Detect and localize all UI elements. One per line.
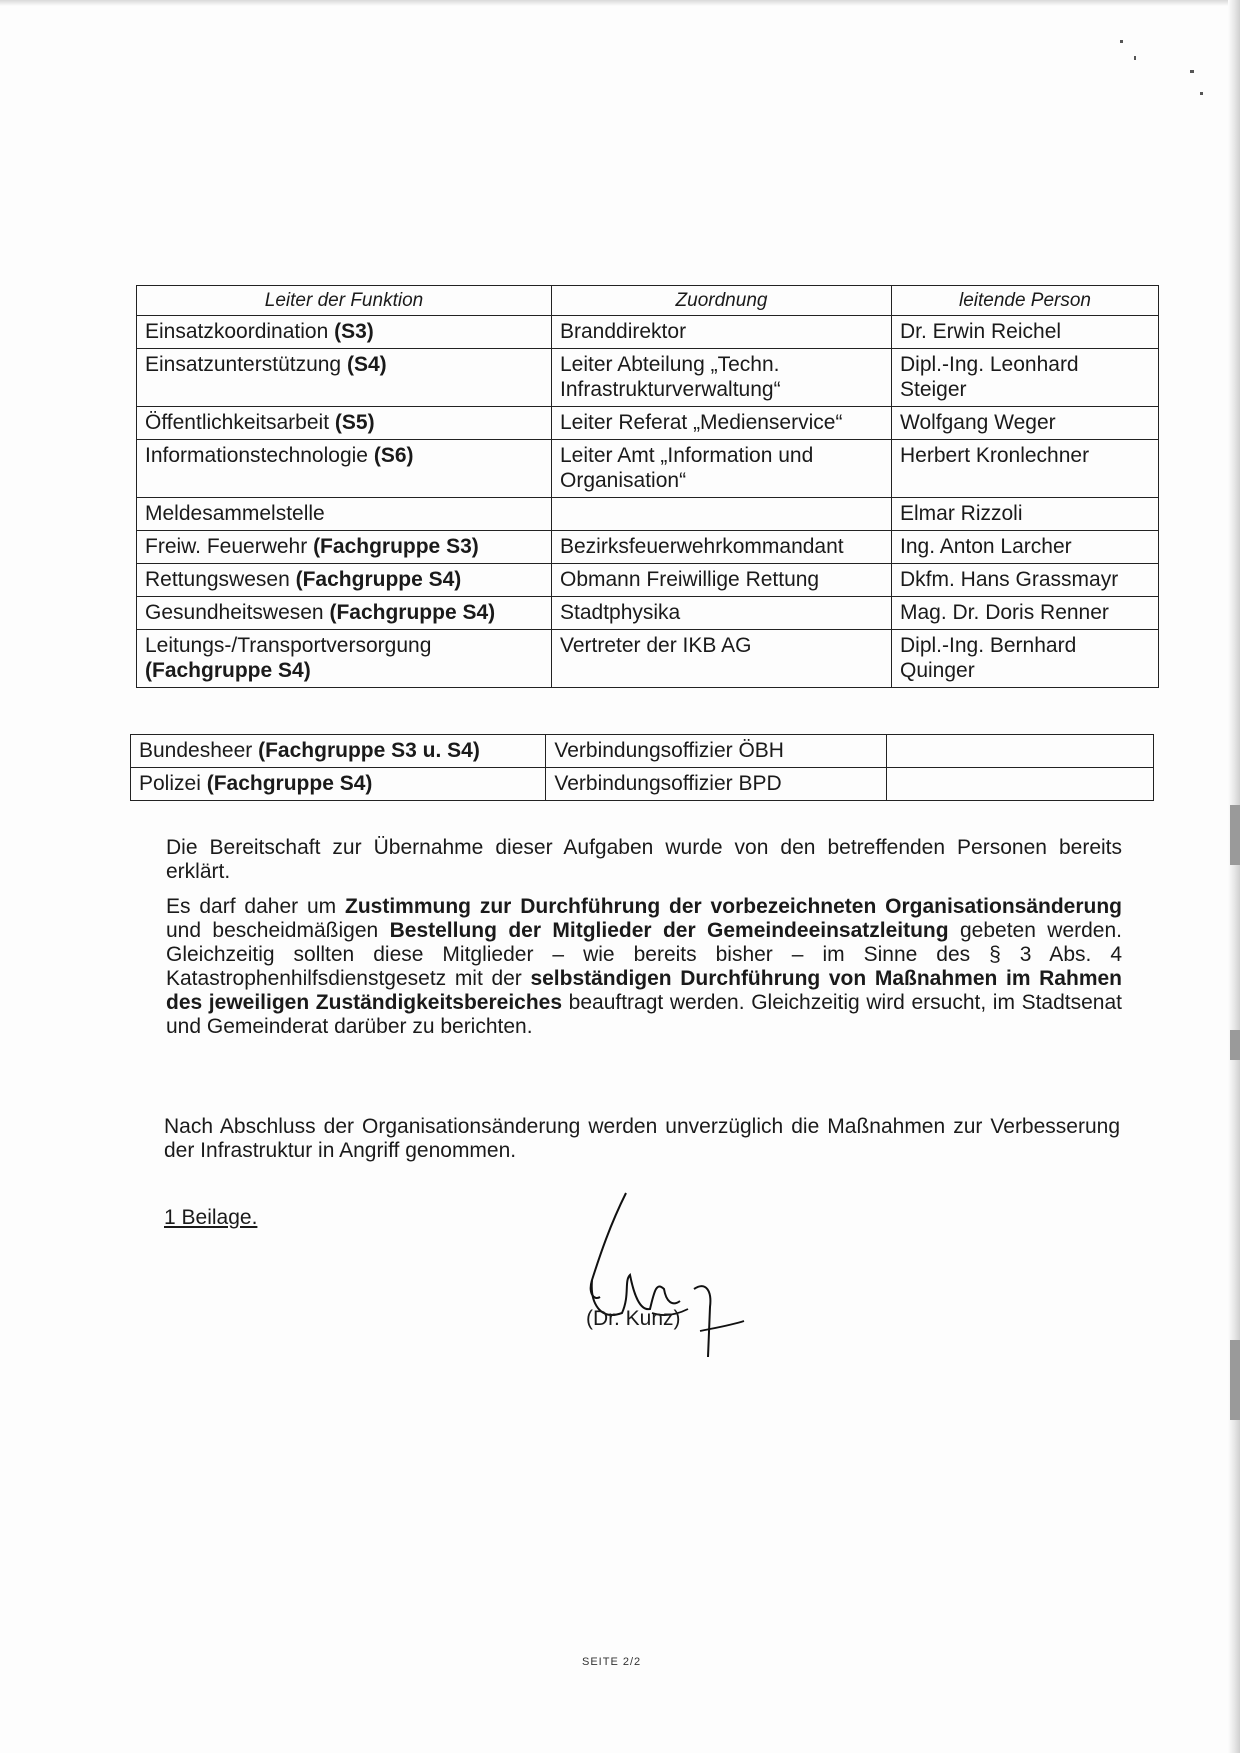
column-header: Zuordnung — [552, 286, 892, 316]
assignment-cell: Leiter Referat „Medienservice“ — [552, 407, 892, 440]
handwritten-signature — [560, 1185, 800, 1370]
table-row — [137, 349, 1159, 407]
assignment-cell — [552, 498, 892, 531]
function-cell — [131, 768, 546, 801]
person-cell — [886, 768, 1153, 801]
table-row — [137, 597, 1159, 630]
function-name: Rettungswesen — [145, 568, 290, 591]
function-group-tag: (S4) — [346, 353, 387, 376]
function-group-tag: (Fachgruppe S4) — [145, 659, 311, 682]
infrastructure-paragraph: Nach Abschluss der Organisationsänderung werden unverzüglich die Maßnahmen zur Verbesserung der Infrastruktur in Angriff genommen. — [164, 1115, 1120, 1162]
function-name: Meldesammelstelle — [145, 502, 325, 525]
request-emphasis: Bestellung der Mitglieder der Gemeindeeinsatzleitung — [389, 919, 949, 942]
person-cell: Mag. Dr. Doris Renner — [892, 597, 1159, 630]
function-group-tag: (S6) — [373, 444, 414, 467]
person-cell: Herbert Kronlechner — [892, 440, 1159, 498]
scan-right-edge — [1228, 0, 1240, 1753]
scan-speck — [1134, 56, 1136, 60]
request-text: gebeten werden. Gleichzeitig sollten diese Mitglieder – wie bereits bisher – im Sinne des § 3 Abs. 4 Katastrophenhilfsdienstgesetz mit der — [166, 919, 1122, 990]
request-text: Es darf daher um — [166, 895, 345, 918]
person-cell: Dipl.-Ing. Leonhard Steiger — [892, 349, 1159, 407]
assignment-cell: Bezirksfeuerwehrkommandant — [552, 531, 892, 564]
table-header-row — [137, 286, 1159, 316]
signer-name: (Dr. Kunz) — [586, 1307, 681, 1330]
function-cell — [137, 531, 552, 564]
function-cell — [137, 316, 552, 349]
liaison-officers-table — [130, 734, 1154, 801]
function-name: Bundesheer — [139, 739, 253, 762]
table-row — [137, 564, 1159, 597]
request-emphasis: Zustimmung zur Durchführung der vorbezeichneten Organisationsänderung — [345, 895, 1122, 918]
person-cell: Dr. Erwin Reichel — [892, 316, 1159, 349]
assignment-cell: Verbindungsoffizier BPD — [546, 768, 886, 801]
function-group-tag: (Fachgruppe S3 u. S4) — [258, 739, 480, 762]
person-cell: Dipl.-Ing. Bernhard Quinger — [892, 630, 1159, 688]
table-row — [137, 407, 1159, 440]
request-text: beauftragt werden. Gleichzeitig wird ersucht, im Stadtsenat und Gemeinderat darüber zu berichten. — [166, 991, 1122, 1038]
readiness-paragraph: Die Bereitschaft zur Übernahme dieser Aufgaben wurde von den betreffenden Personen bereits erklärt. — [166, 836, 1122, 883]
function-name: Einsatzkoordination — [145, 320, 329, 343]
attachment-note: 1 Beilage. — [164, 1206, 258, 1229]
function-name: Leitungs-/Transportversorgung — [145, 634, 432, 657]
person-cell — [886, 735, 1153, 768]
scan-edge-stripe — [1230, 1340, 1240, 1420]
scan-speck — [1190, 70, 1194, 73]
function-cell — [137, 597, 552, 630]
page-number: SEITE 2/2 — [582, 1656, 642, 1668]
column-header: Leiter der Funktion — [137, 286, 552, 316]
scan-edge-stripe — [1230, 1030, 1240, 1060]
function-cell — [137, 498, 552, 531]
assignment-cell: Verbindungsoffizier ÖBH — [546, 735, 886, 768]
function-group-tag: (Fachgruppe S4) — [329, 601, 496, 624]
assignment-cell: Obmann Freiwillige Rettung — [552, 564, 892, 597]
function-group-tag: (Fachgruppe S3) — [313, 535, 479, 558]
assignment-cell: Leiter Amt „Information und Organisation“ — [552, 440, 892, 498]
scan-edge-stripe — [1230, 805, 1240, 865]
table-row — [131, 735, 1154, 768]
table-row — [131, 768, 1154, 801]
functions-table — [136, 285, 1159, 688]
request-emphasis: selbständigen Durchführung von Maßnahmen im Rahmen des jeweiligen Zuständigkeitsbereiches — [166, 967, 1122, 1014]
person-cell: Elmar Rizzoli — [892, 498, 1159, 531]
request-paragraph — [166, 895, 1122, 1039]
function-name: Gesundheitswesen — [145, 601, 324, 624]
assignment-cell: Leiter Abteilung „Techn. Infrastrukturverwaltung“ — [552, 349, 892, 407]
function-name: Öffentlichkeitsarbeit — [145, 411, 330, 434]
table-row — [137, 498, 1159, 531]
table-row — [137, 630, 1159, 688]
table-row — [137, 316, 1159, 349]
scan-speck — [1120, 40, 1123, 43]
function-name: Polizei — [139, 772, 201, 795]
assignment-cell: Stadtphysika — [552, 597, 892, 630]
function-cell — [137, 564, 552, 597]
function-group-tag: (S5) — [334, 411, 375, 434]
request-text: und bescheidmäßigen — [166, 919, 390, 942]
assignment-cell: Branddirektor — [552, 316, 892, 349]
scan-speck — [1200, 92, 1203, 95]
person-cell: Dkfm. Hans Grassmayr — [892, 564, 1159, 597]
table-row — [137, 531, 1159, 564]
function-cell — [137, 407, 552, 440]
function-name: Einsatzunterstützung — [145, 353, 342, 376]
assignment-cell: Vertreter der IKB AG — [552, 630, 892, 688]
function-name: Freiw. Feuerwehr — [145, 535, 308, 558]
function-group-tag: (Fachgruppe S4) — [206, 772, 373, 795]
function-group-tag: (Fachgruppe S4) — [295, 568, 462, 591]
column-header: leitende Person — [892, 286, 1159, 316]
function-cell — [137, 630, 552, 688]
person-cell: Wolfgang Weger — [892, 407, 1159, 440]
function-cell — [137, 349, 552, 407]
function-group-tag: (S3) — [334, 320, 374, 343]
function-name: Informationstechnologie — [145, 444, 368, 467]
function-cell — [137, 440, 552, 498]
function-cell — [131, 735, 546, 768]
table-row — [137, 440, 1159, 498]
person-cell: Ing. Anton Larcher — [892, 531, 1159, 564]
scan-top-edge — [0, 0, 1240, 6]
